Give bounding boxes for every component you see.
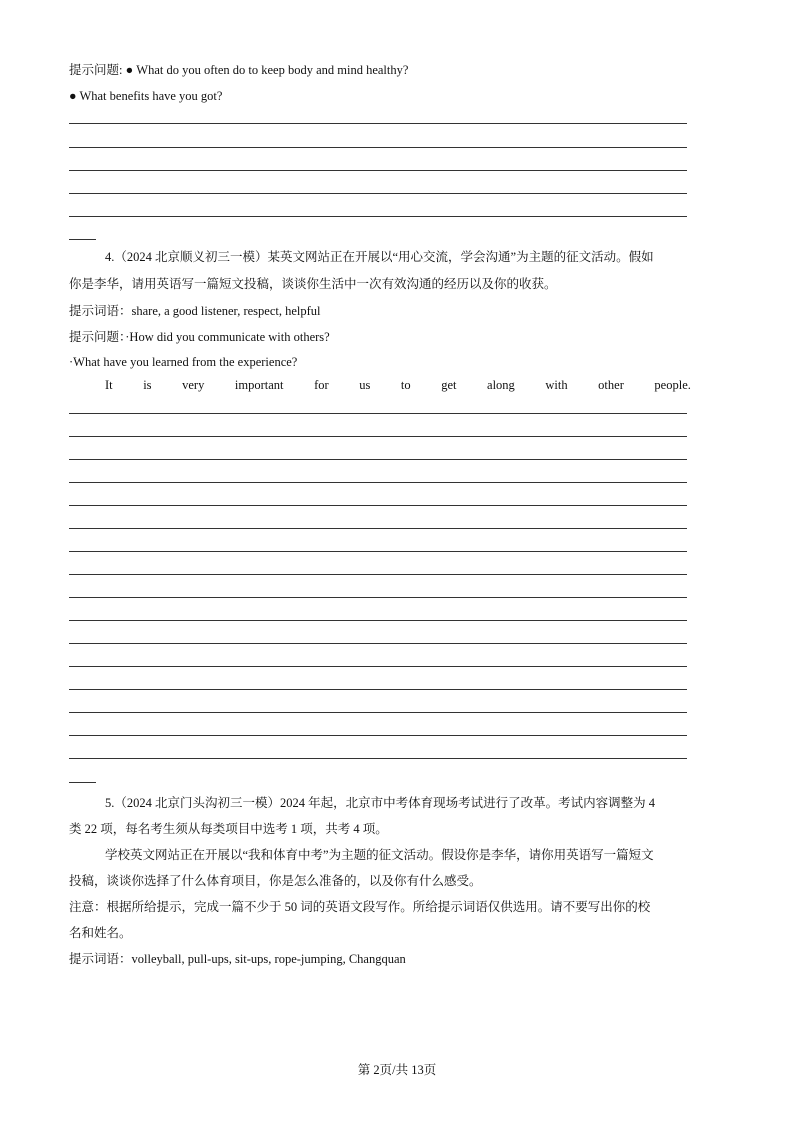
q5-line4: 投稿，谈谈你选择了什么体育项目，你是怎么准备的，以及你有什么感受。 [69,874,482,888]
q4-hint-words: 提示词语：share, a good listener, respect, helpful [69,304,321,318]
opening-word: people. [654,378,691,392]
answer-line [69,147,687,148]
opening-word: is [143,378,152,392]
answer-line [69,643,687,644]
answer-line [69,666,687,667]
answer-line [69,528,687,529]
q5-line2: 类 22 项，每名考生须从每类项目中选考 1 项，共考 4 项。 [69,822,388,836]
q4-intro-line1: 4.（2024 北京顺义初三一模）某英文网站正在开展以“用心交流，学会沟通”为主题的征文活动。假如 [105,250,654,264]
q3-prompt-line2: ● What benefits have you got? [69,89,223,103]
q4-hint-question1: 提示问题：·How did you communicate with others? [69,330,330,344]
q5-hint-words: 提示词语：volleyball, pull-ups, sit-ups, rope-jumping, Changquan [69,952,406,966]
page-number: 第 2页/共 13页 [357,1063,437,1077]
answer-line [69,170,687,171]
q4-intro-line2: 你是李华，请用英语写一篇短文投稿，谈谈你生活中一次有效沟通的经历以及你的收获。 [69,277,557,291]
opening-word: other [598,378,624,392]
answer-line [69,505,687,506]
q4-opening-sentence [69,377,691,393]
q4-hint-question2: ·What have you learned from the experience? [69,355,298,369]
answer-line-end [69,782,96,783]
answer-line [69,735,687,736]
opening-word: us [359,378,371,392]
opening-word: with [545,378,568,392]
opening-word: important [234,378,284,392]
answer-line [69,758,687,759]
opening-word: for [314,378,329,392]
q5-line6: 名和姓名。 [69,926,132,940]
opening-word: along [487,378,515,392]
answer-line [69,551,687,552]
q5-line3: 学校英文网站正在开展以“我和体育中考”为主题的征文活动。假设你是李华，请你用英语写一篇短文 [105,848,654,862]
answer-line [69,597,687,598]
opening-word: get [441,378,457,392]
answer-line [69,482,687,483]
answer-line-end [69,239,96,240]
answer-line [69,620,687,621]
opening-word: to [400,378,411,392]
answer-line [69,436,687,437]
answer-line [69,216,687,217]
answer-line [69,712,687,713]
q5-line1: 5.（2024 北京门头沟初三一模）2024 年起，北京市中考体育现场考试进行了改革。考试内容调整为 4 [105,796,656,810]
answer-line [69,689,687,690]
opening-word: very [182,378,205,392]
q5-line5: 注意：根据所给提示，完成一篇不少于 50 词的英语文段写作。所给提示词语仅供选用。请不要写出你的校 [69,900,651,914]
answer-line [69,123,687,124]
answer-line [69,193,687,194]
answer-line [69,413,687,414]
q3-prompt-line1: 提示问题: ● What do you often do to keep body and mind healthy? [69,63,409,77]
answer-line [69,459,687,460]
opening-word: It [105,378,113,392]
answer-line [69,574,687,575]
